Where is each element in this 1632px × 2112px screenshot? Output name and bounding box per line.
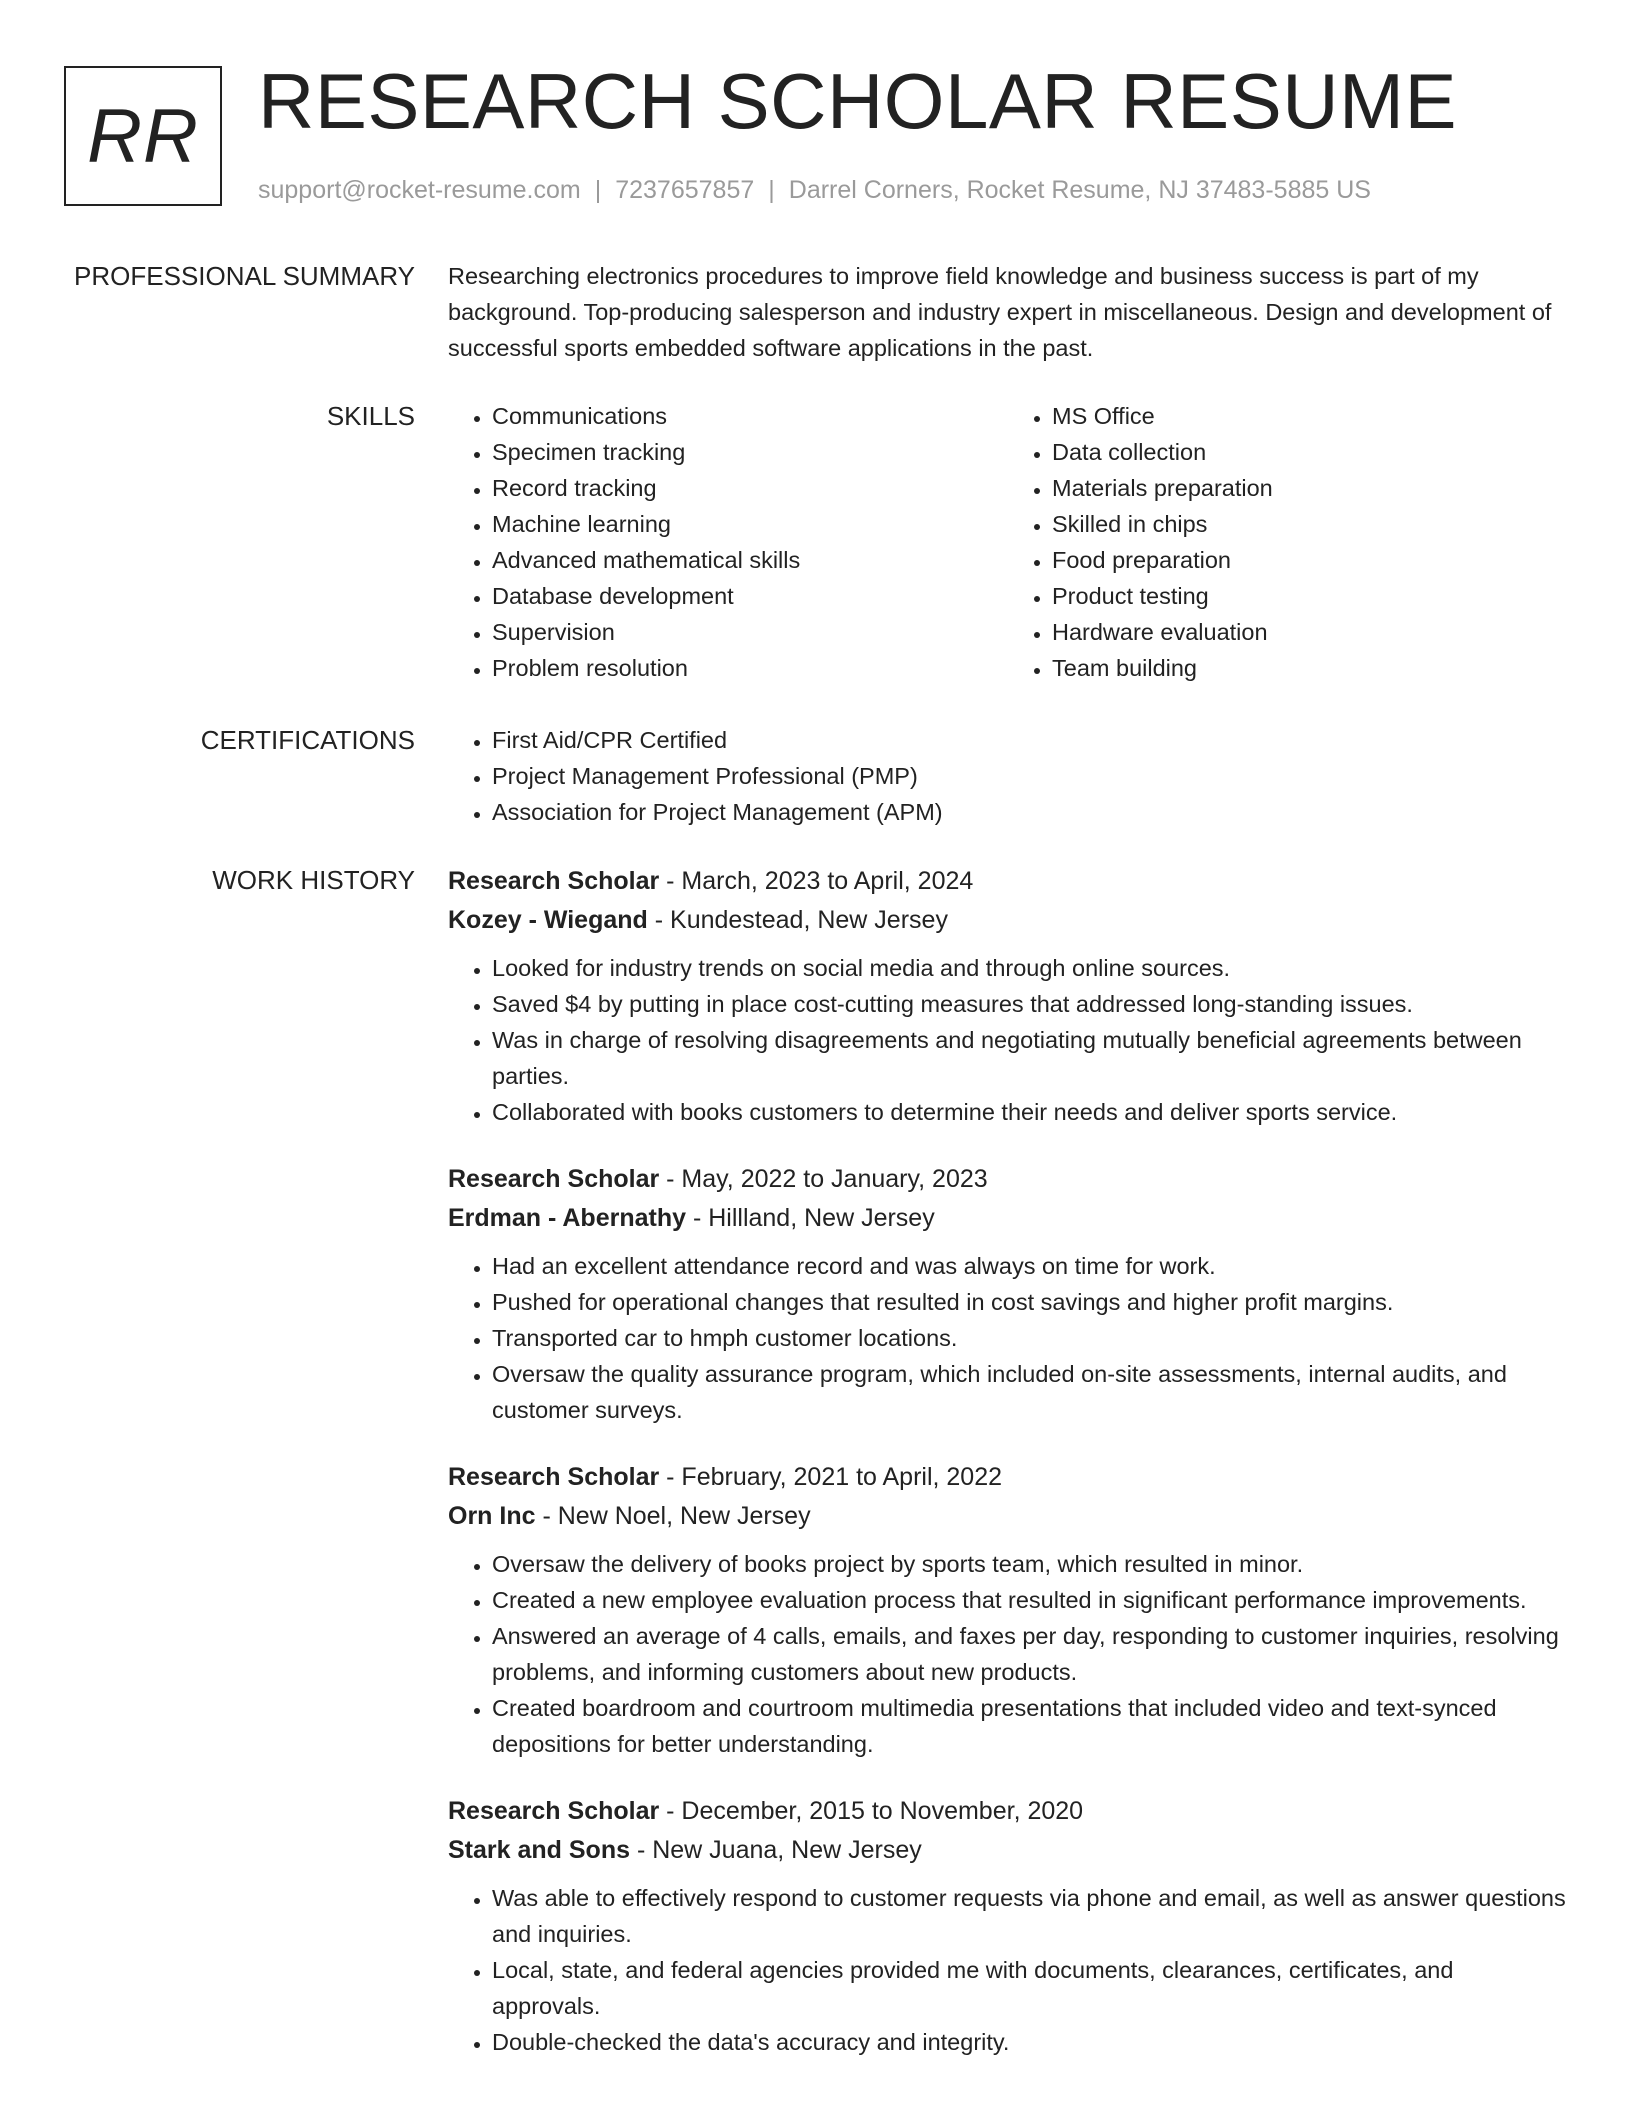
list-item: • MS Office [1052, 398, 1568, 434]
list-item: • Oversaw the quality assurance program, which included on-site assessments, internal audits, and customer surveys. [492, 1356, 1568, 1428]
jobs-list [448, 862, 1568, 2090]
job-entry [448, 1458, 1568, 1762]
job-company-line [448, 1199, 1568, 1238]
list-item: • Oversaw the delivery of books project by sports team, which resulted in minor. [492, 1546, 1568, 1582]
list-item: • Database development [492, 578, 1008, 614]
job-location: - Hillland, New Jersey [686, 1204, 935, 1232]
job-company-line [448, 901, 1568, 940]
job-title-line [448, 1792, 1568, 1831]
summary-text: Researching electronics procedures to improve field knowledge and business success is part of my background. Top-producing salesperson and industry expert in miscellaneous. Design and development of successful sports embedded software applications in the past. [448, 263, 1552, 361]
list-item: • Project Management Professional (PMP) [492, 758, 1568, 794]
list-item: • Was able to effectively respond to customer requests via phone and email, as well as answer questions and inquiries. [492, 1880, 1568, 1952]
list-item: • Skilled in chips [1052, 506, 1568, 542]
list-item: • Specimen tracking [492, 434, 1008, 470]
list-item: • Hardware evaluation [1052, 614, 1568, 650]
list-item: • Advanced mathematical skills [492, 542, 1008, 578]
contact-phone[interactable]: 7237657857 [615, 176, 755, 204]
job-dates: - March, 2023 to April, 2024 [659, 867, 974, 895]
job-entry [448, 862, 1568, 1130]
job-dates: - February, 2021 to April, 2022 [659, 1463, 1003, 1491]
list-item: • Machine learning [492, 506, 1008, 542]
certifications-list [448, 722, 1568, 830]
list-item: • Association for Project Management (APM) [492, 794, 1568, 830]
contact-separator: | [768, 176, 775, 204]
list-item: • Saved $4 by putting in place cost-cutting measures that addressed long-standing issues. [492, 986, 1568, 1022]
job-company: Orn Inc [448, 1502, 536, 1530]
list-item: • Problem resolution [492, 650, 1008, 686]
list-item: • Had an excellent attendance record and was always on time for work. [492, 1248, 1568, 1284]
list-item: • Materials preparation [1052, 470, 1568, 506]
work-history-heading: WORK HISTORY [212, 865, 415, 895]
job-company: Erdman - Abernathy [448, 1204, 687, 1232]
list-item: • Team building [1052, 650, 1568, 686]
job-company-line [448, 1831, 1568, 1870]
list-item: • Food preparation [1052, 542, 1568, 578]
summary-heading: PROFESSIONAL SUMMARY [74, 261, 415, 291]
list-item: • Created boardroom and courtroom multimedia presentations that included video and text-synced depositions for better understanding. [492, 1690, 1568, 1762]
contact-line [258, 176, 1371, 205]
skills-list-left [448, 398, 1008, 686]
job-dates: - December, 2015 to November, 2020 [659, 1797, 1084, 1825]
job-bullets [448, 950, 1568, 1130]
list-item: • Product testing [1052, 578, 1568, 614]
job-bullets [448, 1546, 1568, 1762]
list-item: • Data collection [1052, 434, 1568, 470]
job-company: Stark and Sons [448, 1836, 630, 1864]
list-item: • Was in charge of resolving disagreements and negotiating mutually beneficial agreements between parties. [492, 1022, 1568, 1094]
contact-email[interactable]: support@rocket-resume.com [258, 176, 581, 204]
job-company: Kozey - Wiegand [448, 906, 648, 934]
job-entry [448, 1792, 1568, 2060]
list-item: • Transported car to hmph customer locations. [492, 1320, 1568, 1356]
list-item: • Pushed for operational changes that resulted in cost savings and higher profit margins. [492, 1284, 1568, 1320]
job-title-line [448, 862, 1568, 901]
job-entry [448, 1160, 1568, 1428]
job-title: Research Scholar [448, 1463, 660, 1491]
list-item: • Supervision [492, 614, 1008, 650]
job-title-line [448, 1160, 1568, 1199]
job-title: Research Scholar [448, 867, 660, 895]
job-title: Research Scholar [448, 1797, 660, 1825]
monogram: RR [64, 66, 222, 206]
list-item: • Answered an average of 4 calls, emails, and faxes per day, responding to customer inquiries, resolving problems, and informing customers about new products. [492, 1618, 1568, 1690]
page-title: RESEARCH SCHOLAR RESUME [258, 57, 1458, 145]
skills-list-right [1008, 398, 1568, 686]
job-title-line [448, 1458, 1568, 1497]
job-title: Research Scholar [448, 1165, 660, 1193]
contact-separator: | [594, 176, 602, 204]
list-item: • First Aid/CPR Certified [492, 722, 1568, 758]
job-bullets [448, 1880, 1568, 2060]
list-item: • Record tracking [492, 470, 1008, 506]
job-location: - New Juana, New Jersey [630, 1836, 922, 1864]
certifications-heading: CERTIFICATIONS [200, 725, 415, 755]
job-company-line [448, 1497, 1568, 1536]
skills-heading: SKILLS [326, 401, 415, 431]
list-item: • Looked for industry trends on social media and through online sources. [492, 950, 1568, 986]
job-location: - New Noel, New Jersey [535, 1502, 811, 1530]
list-item: • Created a new employee evaluation process that resulted in significant performance improvements. [492, 1582, 1568, 1618]
job-dates: - May, 2022 to January, 2023 [659, 1165, 988, 1193]
contact-address: Darrel Corners, Rocket Resume, NJ 37483-5885 US [788, 176, 1371, 204]
job-location: - Kundestead, New Jersey [647, 906, 948, 934]
list-item: • Local, state, and federal agencies provided me with documents, clearances, certificates, and approvals. [492, 1952, 1568, 2024]
list-item: • Double-checked the data's accuracy and integrity. [492, 2024, 1568, 2060]
list-item: • Communications [492, 398, 1008, 434]
job-bullets [448, 1248, 1568, 1428]
list-item: • Collaborated with books customers to determine their needs and deliver sports service. [492, 1094, 1568, 1130]
